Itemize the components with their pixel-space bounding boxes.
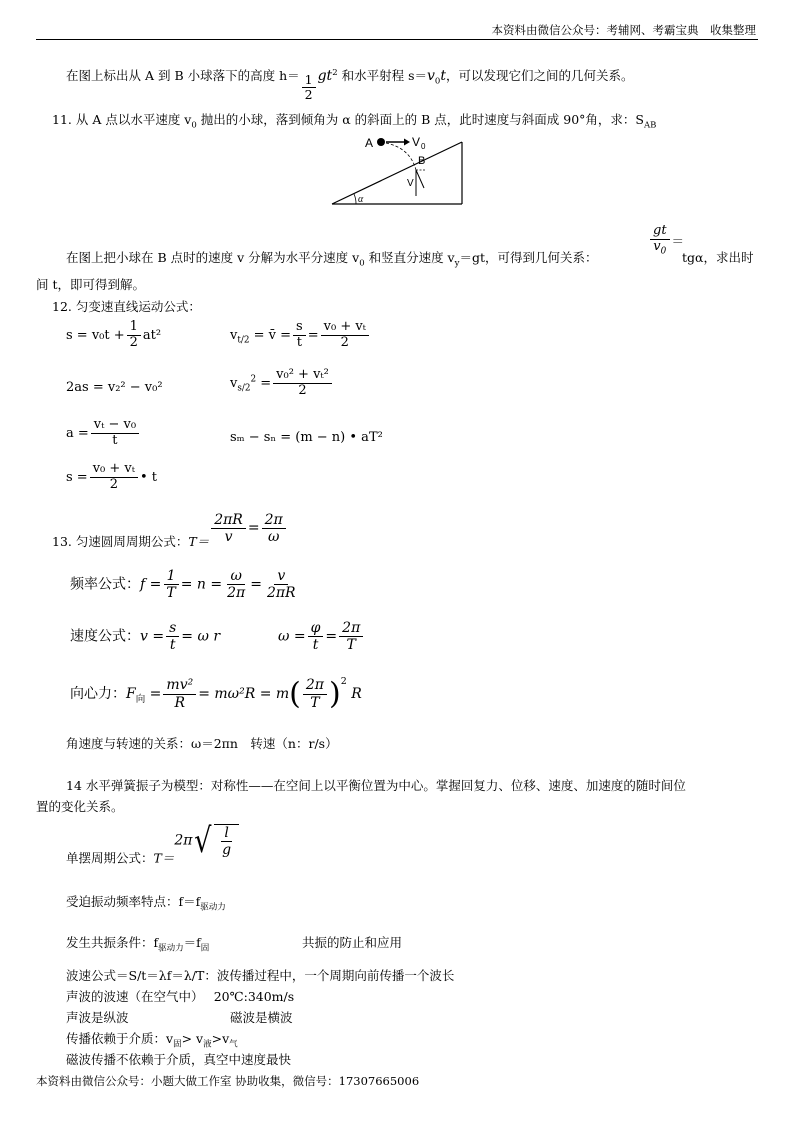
- forced-vibration: 受迫振动频率特点：$f=f_{驱动力}$: [66, 894, 226, 913]
- incline-figure: [330, 128, 466, 210]
- formula-s-average: s = $\frac{\text{v₀ + vₜ}}{2}$ • t: [66, 461, 157, 492]
- header-divider: [36, 39, 758, 40]
- formula-s-displacement: s = v₀t + $\frac{1}{2}$ at²: [66, 319, 162, 350]
- gt-over-v0-fraction: $\frac{gt}{v_0}$ ＝: [648, 224, 684, 257]
- formula-2as: 2as = v₂² − v₀²: [66, 380, 163, 395]
- section12-title: 12. 匀变速直线运动公式：: [52, 299, 201, 314]
- formula-sm-sn: sₘ − sₙ = (m − n) • aT²: [230, 430, 383, 445]
- section14-line2: 置的变化关系。: [36, 799, 124, 814]
- velocity-formula: 速度公式：v = $\frac{s}{t}$ = ω r: [70, 620, 221, 654]
- h-fraction: $\frac{1}{2}$: [302, 73, 316, 103]
- formula-acceleration: a = $\frac{\text{vₜ − v₀}}{t}$: [66, 418, 141, 449]
- section11-explain: 在图上把小球在 B 点时的速度 v 分解为水平分速度 $v_0$ 和竖直分速度 $v_y=gt$，可得到几何关系：: [66, 250, 598, 269]
- section14-line1: 14 水平弹簧振子为模型：对称性——在空间上以平衡位置为中心。掌握回复力、位移、速度、加速度的随时间位: [66, 778, 686, 793]
- pendulum-period-formula: 单摆周期公式：T＝2π √ $\frac{l}{g}$: [66, 824, 239, 867]
- section11-explain-line2: 间 t，即可得到解。: [36, 277, 145, 292]
- average-angular-velocity: ω = $\frac{\varphi}{t}$ = $\frac{2\pi}{T}$: [278, 620, 365, 653]
- formula-v-half-time: $v_{t/2}$ = v̄ = $\frac{s}{t}$ = $\frac{\text{v₀ + vₜ}}{2}$: [230, 320, 371, 351]
- wave-speed-formula: 波速公式＝S/t＝λf＝λ/T：波传播过程中，一个周期向前传播一个波长: [66, 968, 455, 983]
- label-a: A: [365, 136, 374, 150]
- angular-speed-relation: 角速度与转速的关系：ω＝2πn 转速（n：r/s）: [66, 736, 338, 751]
- formula-v-half-distance: $v_{s/2}^2$ = $\frac{\text{v₀² + vₜ²}}{2}$: [230, 368, 334, 399]
- section11-question: 11. 从 A 点以水平速度 $v_0$ 抛出的小球，落到倾角为 α 的斜面上的 B 点，此时速度与斜面成 90°角，求：$S_{AB}$: [52, 112, 657, 131]
- frequency-formula: 频率公式：f = $\frac{1}{T}$ = n = $\frac{\omega}{2\pi}$ = $\frac{v}{2\pi R}$: [70, 568, 296, 602]
- centripetal-force-formula: 向心力：$F_向$ = $\frac{\text{mv²}}{R}$ = mω²R = m( $\frac{2\pi}{T}$ )$^2$ R: [70, 676, 362, 712]
- resonance-application: 共振的防止和应用: [302, 935, 403, 950]
- page-header: 本资料由微信公众号：考辅网、考霸宝典 收集整理: [491, 23, 756, 37]
- label-v0: V: [412, 135, 421, 149]
- section11-explain-tail: tgα，求出时: [682, 250, 754, 265]
- sound-speed: 声波的波速（在空气中） 20℃:340m/s: [66, 989, 295, 1004]
- medium-dependence: 传播依赖于介质：$v_固> v_液>v_气$: [66, 1031, 238, 1050]
- em-transverse: 磁波是横波: [230, 1010, 293, 1025]
- page-footer: 本资料由微信公众号：小题大做工作室 协助收集，微信号：17307665006: [36, 1074, 420, 1088]
- resonance-condition: 发生共振条件：$f_{驱动力}=f_固$: [66, 935, 210, 954]
- label-b: B: [418, 155, 426, 167]
- svg-text:0: 0: [421, 142, 426, 151]
- section13-title: 13. 匀速圆周周期公式：T＝ $\frac{2\pi R}{v}$ = $\frac{2\pi}{\omega}$: [52, 512, 288, 550]
- sound-longitudinal: 声波是纵波: [66, 1010, 129, 1025]
- em-propagation: 磁波传播不依赖于介质，真空中速度最快: [66, 1052, 292, 1067]
- label-vy: V: [407, 178, 414, 189]
- section10-line: 在图上标出从 A 到 B 小球落下的高度 h＝ $\frac{1}{2}$ $gt^2$ 和水平射程 $s=v_0t$，可以发现它们之间的几何关系。: [66, 67, 634, 103]
- label-alpha: α: [358, 194, 364, 205]
